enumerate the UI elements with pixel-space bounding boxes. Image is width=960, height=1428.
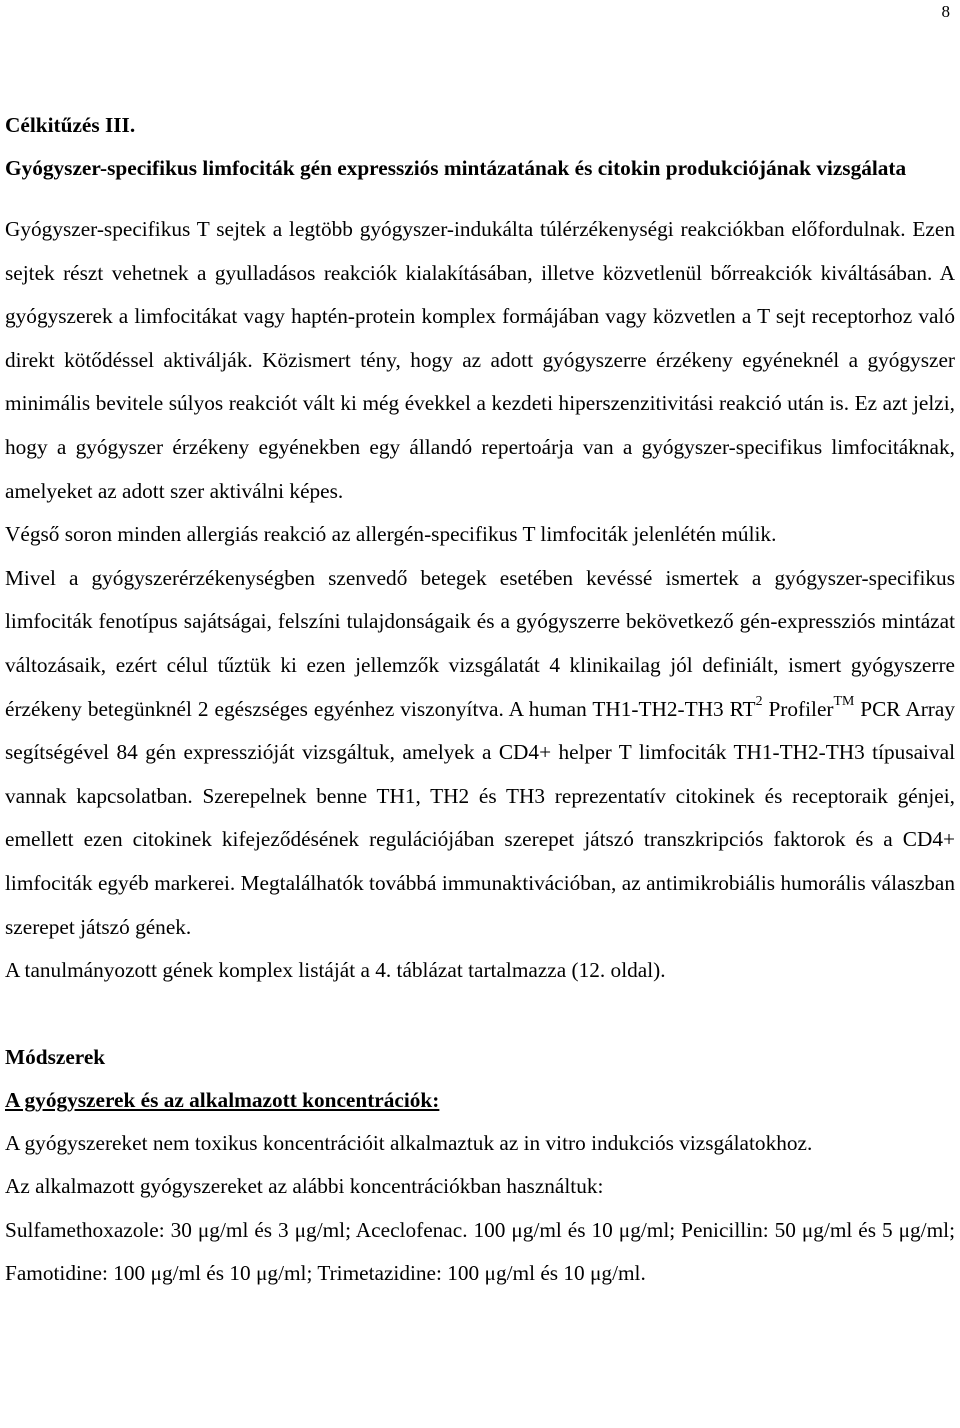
intro-paragraph: Gyógyszer-specifikus T sejtek a legtöbb gyógyszer-indukálta túlérzékenységi reakciókban előfordulnak. Ezen sejtek részt vehetnek a gyulladásos reakciók kialakításában, illetve közvetlenül bőrreakciók kiváltásában. A gyógyszerek a limfocitákat vagy haptén-protein komplex formájában vagy közvetlen a T sejt receptorhoz való direkt kötődéssel aktiválják. Közismert tény, hogy az adott gyógyszerre érzékeny egyéneknél a gyógyszer minimális bevitele súlyos reakciót vált ki még évekkel a kezdeti hiperszenzitivitási reakció után is. Ez azt jelzi, hogy a gyógyszer érzékeny egyénekben egy állandó repertoárja van a gyógyszer-specifikus limfocitáknak, amelyeket az adott szer aktiválni képes. [5,217,955,503]
paragraph-aim-text-2: Profiler [762,696,834,721]
methods-paragraph-toxicity: A gyógyszereket nem toxikus koncentrációit alkalmaztuk az in vitro indukciós vizsgálatokhoz. [5,1130,813,1155]
paragraph-gene-list: A tanulmányozott gének komplex listáját a 4. táblázat tartalmazza (12. oldal). [5,958,666,983]
paragraph-aim-text-3: PCR Array segítségével 84 gén expresszióját vizsgáltuk, amelyek a CD4+ helper T limfociták TH1-TH2-TH3 típusaival vannak kapcsolatban. Szerepelnek benne TH1, TH2 és TH3 reprezentatív citokinek és receptoraik génjei, emellett ezen citokinek kifejeződésének regulációjában szerepet játszó transzkripciós faktorok és a CD4+ limfociták egyéb markerei. Megtalálhatók továbbá immunaktivációban, az antimikrobiális humorális válaszban szerepet játszó gének. [5,696,955,939]
methods-paragraph-concentrations-intro: Az alkalmazott gyógyszereket az alábbi koncentrációkban használtuk: [5,1174,604,1199]
spacer [5,190,955,208]
methods-heading: Módszerek [5,1044,106,1069]
methods-subheading: A gyógyszerek és az alkalmazott koncentrációk: [5,1087,440,1112]
paragraph-aim [5,557,955,949]
superscript-rt: 2 [755,692,763,708]
goal-heading: Célkitűzés III. [5,113,136,137]
methods-paragraph-concentrations: Sulfamethoxazole: 30 μg/ml és 3 μg/ml; Aceclofenac. 100 μg/ml és 10 μg/ml; Penicillin: 50 μg/ml és 5 μg/ml; Famotidine: 100 μg/ml és 10 μg/ml; Trimetazidine: 100 μg/ml és 10 μg/ml. [5,1217,955,1286]
spacer [5,993,955,1036]
goal-title: Gyógyszer-specifikus limfociták gén expressziós mintázatának és citokin produkciójának vizsgálata [5,156,907,180]
superscript-tm: TM [833,692,855,708]
document-body [5,104,955,1296]
paragraph-aim-text-1: Mivel a gyógyszerérzékenységben szenvedő betegek esetében kevéssé ismertek a gyógyszer-specifikus limfociták fenotípus sajátságai, felszíni tulajdonságaik és a gyógyszerre bekövetkező gén-expressziós mintázat változásaik, ezért célul tűztük ki ezen jellemzők vizsgálatát 4 klinikailag jól definiált, ismert gyógyszerre érzékeny betegünknél 2 egészséges egyénhez viszonyítva. A human TH1-TH2-TH3 RT [5,565,955,721]
page-number: 8 [941,2,950,21]
paragraph-allergy: Végső soron minden allergiás reakció az allergén-specifikus T limfociták jelenlétén múlik. [5,522,777,547]
